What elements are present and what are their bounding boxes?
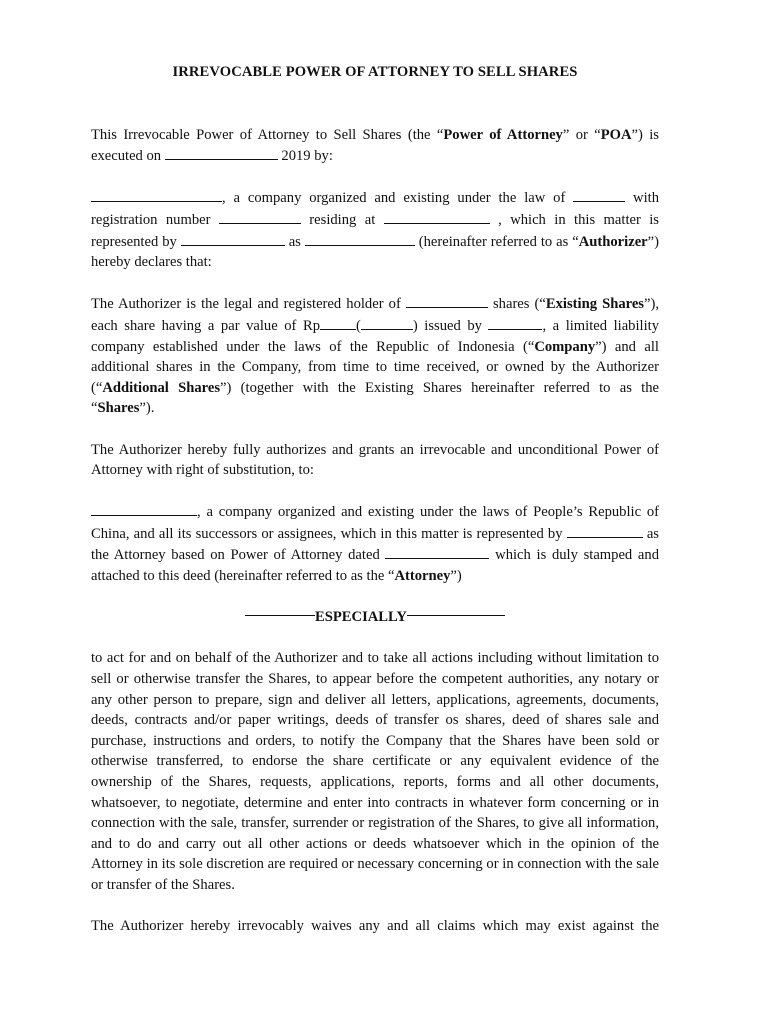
document-title: IRREVOCABLE POWER OF ATTORNEY TO SELL SHARES	[172, 64, 578, 80]
blank-registration-number[interactable]	[219, 209, 301, 224]
heading-rule-right	[407, 615, 505, 616]
blank-address[interactable]	[384, 209, 490, 224]
waiver-paragraph: The Authorizer hereby irrevocably waives any and all claims which may exist against the	[91, 918, 659, 935]
attorney-paragraph: , a company organized and existing under the laws of People’s Republic of China, and all its successors or assignees, which in this matter is represented by as the Attorney based on Power of Attorney dated which is duly stamped and attached to this deed (hereinafter referred to as the “Attorney”)	[91, 501, 659, 586]
defined-term-existing-shares: Existing Shares	[545, 296, 644, 313]
holder-paragraph: The Authorizer is the legal and registered holder of shares (“Existing Shares”), each share having a par value of Rp ( ) issued by , a limited liability company established under the laws of the Republic of Indonesia (“Company”) and all additional shares in the Company, from time to time received, or owned by the Authorizer (“Additional Shares”) (together with the Existing Shares hereinafter referred to as the “Shares”).	[91, 293, 659, 419]
authorizer-paragraph: , a company organized and existing under the law of with registration number residing at , which in this matter is represented by as (hereinafter referred to as “Authorizer”) hereby declares that:	[91, 187, 659, 272]
defined-term-poa: POA	[600, 126, 632, 143]
blank-par-value[interactable]	[320, 315, 356, 330]
grant-paragraph: The Authorizer hereby fully authorizes and grants an irrevocable and unconditional Power of Attorney with right of substitution, to:	[91, 441, 659, 479]
blank-par-value-words[interactable]	[361, 315, 413, 330]
blank-poa-date[interactable]	[385, 544, 489, 559]
defined-term-company: Company	[534, 338, 596, 355]
defined-term-attorney: Attorney	[394, 568, 451, 585]
actions-paragraph: to act for and on behalf of the Authorizer and to take all actions including without limitation to sell or otherwise transfer the Shares, to appear before the competent authorities, any notary or any other person to prepare, sign and deliver all letters, applications, agreements, documents, deeds, contracts and/or paper writings, deeds of transfer os shares, deed of shares sale and purchase, instructions and orders, to notify the Company that the Shares have been sold or otherwise transferred, to endorse the share certificate or any equivalent evidence of the ownership of the Shares, requests, applications, reports, forms and all other documents, whatsoever, to negotiate, determine and enter into contracts in whatever form concerning or in connection with the sale, transfer, surrender or registration of the Shares, to give all information, and to do and carry out all other actions or deeds whatsoever which in the opinion of the Attorney in its sole discretion are required or necessary concerning or in connection with the sale or transfer of the Shares.	[91, 650, 659, 893]
blank-authorizer-name[interactable]	[91, 187, 222, 202]
blank-share-count[interactable]	[406, 293, 488, 308]
heading-rule-left	[245, 615, 315, 616]
blank-authorizer-law[interactable]	[573, 187, 625, 202]
defined-term-additional-shares: Additional Shares	[102, 379, 221, 396]
intro-paragraph: This Irrevocable Power of Attorney to Sell Shares (the “Power of Attorney” or “POA”) is executed on 2019 by:	[91, 126, 659, 165]
especially-heading: ESPECIALLY	[91, 607, 659, 628]
blank-execution-date[interactable]	[165, 145, 278, 160]
blank-representative-title[interactable]	[305, 231, 415, 246]
blank-attorney-name[interactable]	[91, 501, 197, 516]
document-page	[91, 62, 659, 957]
defined-term-authorizer: Authorizer	[578, 233, 648, 250]
blank-issuer[interactable]	[488, 315, 542, 330]
defined-term-shares: Shares	[97, 400, 140, 417]
blank-representative[interactable]	[181, 231, 285, 246]
blank-attorney-representative[interactable]	[567, 523, 643, 538]
defined-term-poa-full: Power of Attorney	[443, 126, 563, 143]
